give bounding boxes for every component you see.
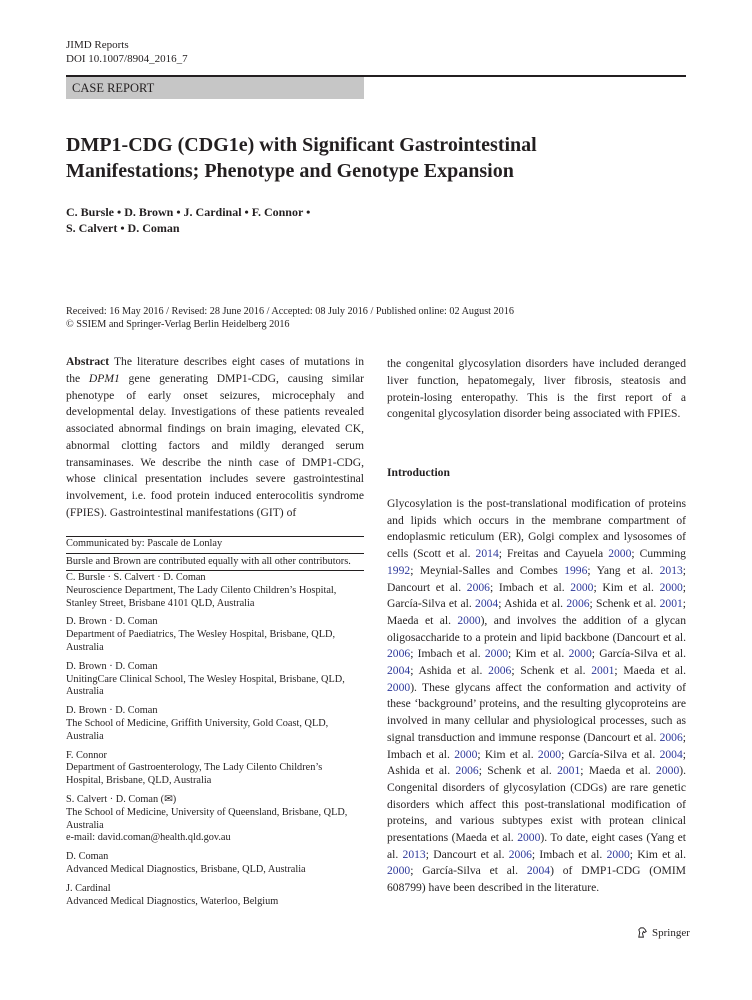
equal-contribution: Bursle and Brown are contributed equally with all other contributors. xyxy=(66,556,351,567)
communicated-by: Communicated by: Pascale de Lonlay xyxy=(66,538,223,549)
journal-name: JIMD Reports xyxy=(66,39,129,51)
affiliation xyxy=(66,794,364,845)
citation-link[interactable]: 2000 xyxy=(517,831,541,845)
affiliation-names: F. Connor xyxy=(66,749,107,761)
affiliation-names: D. Brown · D. Coman xyxy=(66,660,158,672)
publisher-name: Springer xyxy=(652,926,690,939)
affiliation-line: The School of Medicine, Griffith University, Gold Coast, QLD, xyxy=(66,717,329,729)
introduction-heading: Introduction xyxy=(387,466,450,479)
affiliation xyxy=(66,883,364,909)
affiliation-line: Neuroscience Department, The Lady Cilento Children’s Hospital, xyxy=(66,584,337,596)
abstract-label: Abstract xyxy=(66,355,110,368)
affiliation-line: The School of Medicine, University of Queensland, Brisbane, QLD, xyxy=(66,806,348,818)
citation-link[interactable]: 2001 xyxy=(557,764,581,778)
citation-link[interactable]: 1992 xyxy=(387,563,411,577)
citation-link[interactable]: 2006 xyxy=(566,597,590,611)
introduction-body xyxy=(387,496,686,897)
affiliations xyxy=(66,572,364,908)
article-title xyxy=(66,132,666,184)
authors-line-1: C. Bursle • D. Brown • J. Cardinal • F. Connor • xyxy=(66,205,311,219)
citation-link[interactable]: 2000 xyxy=(606,847,630,861)
affiliation-names: D. Brown · D. Coman xyxy=(66,616,158,628)
citation-link[interactable]: 2006 xyxy=(659,730,683,744)
affiliation-names: J. Cardinal xyxy=(66,882,111,894)
citation-link[interactable]: 2000 xyxy=(454,747,478,761)
publisher-logo xyxy=(636,926,690,939)
affiliation-line: Stanley Street, Brisbane 4101 QLD, Australia xyxy=(66,597,255,609)
section-label: CASE REPORT xyxy=(72,81,155,95)
affiliation xyxy=(66,572,364,610)
springer-horse-icon xyxy=(636,926,649,939)
citation-link[interactable]: 2004 xyxy=(526,864,551,878)
citation-link[interactable]: 2000 xyxy=(537,747,562,761)
citation-link[interactable]: 2006 xyxy=(488,664,512,678)
citation-link[interactable]: 2000 xyxy=(387,680,411,694)
citation-link[interactable]: 2006 xyxy=(387,647,411,661)
affiliation-line: Australia xyxy=(66,819,104,831)
authors-line-2: S. Calvert • D. Coman xyxy=(66,221,180,235)
citation-link[interactable]: 2013 xyxy=(402,847,426,861)
affiliation-line: Advanced Medical Diagnostics, Waterloo, Belgium xyxy=(66,895,279,907)
citation-link[interactable]: 1996 xyxy=(564,563,588,577)
abstract-continued xyxy=(387,356,686,423)
doi: DOI 10.1007/8904_2016_7 xyxy=(66,53,188,65)
abstract-text-b: gene generating DMP1-CDG, causing similar phenotype of early onset seizures, microcephaly and developmental delay. Investigations of these patients revealed associated abnormal findings on brain imaging, elevated CK, abnormal clotting factors and mildly deranged serum transaminases. We describe the ninth case of DMP1-CDG, whose clinical presentation includes severe gastrointestinal involvement, i.e. food protein induced enterocolitis syndrome (FPIES). Gastrointestinal manifestations (GIT) of xyxy=(66,371,364,519)
citation-link[interactable]: 2000 xyxy=(568,647,592,661)
citation-link[interactable]: 2000 xyxy=(570,580,594,594)
citation-link[interactable]: 2000 xyxy=(484,647,509,661)
authors xyxy=(66,204,310,236)
affiliation-line: Australia xyxy=(66,641,104,653)
article-history xyxy=(66,305,514,331)
citation-link[interactable]: 2000 xyxy=(656,764,680,778)
affiliation xyxy=(66,705,364,743)
affiliation xyxy=(66,750,364,788)
affiliation-line: Hospital, Brisbane, QLD, Australia xyxy=(66,775,212,787)
affiliation-line: Australia xyxy=(66,686,104,698)
affiliation-names: S. Calvert · D. Coman (✉) xyxy=(66,793,177,805)
journal-header xyxy=(66,38,188,66)
citation-link[interactable]: 2001 xyxy=(591,664,615,678)
affiliation xyxy=(66,661,364,699)
citation-link[interactable]: 2004 xyxy=(659,747,683,761)
footnote-rule xyxy=(66,570,364,571)
affiliation-line: Australia xyxy=(66,730,104,742)
citation-link[interactable]: 2014 xyxy=(475,547,499,561)
dates: Received: 16 May 2016 / Revised: 28 June 2016 / Accepted: 08 July 2016 / Published online: 02 August 2016 xyxy=(66,306,514,317)
affiliation-names: C. Bursle · S. Calvert · D. Coman xyxy=(66,572,206,583)
affiliation xyxy=(66,851,364,877)
affiliation-names: D. Coman xyxy=(66,851,109,863)
footnote-rule xyxy=(66,536,364,537)
affiliation-line: Department of Gastroenterology, The Lady Cilento Children’s xyxy=(66,762,323,774)
citation-link[interactable]: 2004 xyxy=(475,597,499,611)
citation-link[interactable]: 2006 xyxy=(455,764,479,778)
copyright: © SSIEM and Springer-Verlag Berlin Heidelberg 2016 xyxy=(66,319,290,330)
footnote-rule xyxy=(66,553,364,554)
citation-link[interactable]: 2000 xyxy=(659,580,683,594)
citation-link[interactable]: 2013 xyxy=(659,563,683,577)
affiliation-line: Advanced Medical Diagnostics, Brisbane, QLD, Australia xyxy=(66,863,306,875)
title-line-1: DMP1-CDG (CDG1e) with Significant Gastrointestinal xyxy=(66,134,537,156)
title-line-2: Manifestations; Phenotype and Genotype Expansion xyxy=(66,160,514,182)
citation-link[interactable]: 2000 xyxy=(387,864,411,878)
affiliation-line: Department of Paediatrics, The Wesley Hospital, Brisbane, QLD, xyxy=(66,629,336,641)
affiliation-line: UnitingCare Clinical School, The Wesley Hospital, Brisbane, QLD, xyxy=(66,673,345,685)
affiliation-names: D. Brown · D. Coman xyxy=(66,705,158,717)
abstract xyxy=(66,354,364,522)
gene-name: DPM1 xyxy=(88,371,120,385)
citation-link[interactable]: 2000 xyxy=(457,613,481,627)
citation-link[interactable]: 2006 xyxy=(508,847,532,861)
introduction-paragraph: Glycosylation is the post-translational modification of proteins and lipids which occurs in the membrane compartment of endoplasmic reticulum (ER), Golgi complex and lysosomes of cells (Scott et al. 2014; Freitas and Cayuela 2000; Cumming 1992; Meynial-Salles and Combes 1996; Yang et al. 2013; Dancourt et al. 2006; Imbach et al. 2000; Kim et al. 2000; García-Silva et al. 2004; Ashida et al. 2006; Schenk et al. 2001; Maeda et al. 2000), and involves the addition of a glycan oligosaccharide to a protein and lipid backbone (Dancourt et al. 2006; Imbach et al. 2000; Kim et al. 2000; García-Silva et al. 2004; Ashida et al. 2006; Schenk et al. 2001; Maeda et al. 2000). These glycans affect the conformation and activity of these ‘background’ proteins, and the resulting glycoproteins are involved in many cellular and physiological processes, such as signal transduction and immune response (Dancourt et al. 2006; Imbach et al. 2000; Kim et al. 2000; García-Silva et al. 2004; Ashida et al. 2006; Schenk et al. 2001; Maeda et al. 2000). Congenital disorders of glycosylation (CDGs) are rare genetic disorders which affect this post-translational modification of proteins, and various subtypes exist with protean clinical presentations (Maeda et al. 2000). To date, eight cases (Yang et al. 2013; Dancourt et al. 2006; Imbach et al. 2000; Kim et al. 2000; García-Silva et al. 2004) of DMP1-CDG (OMIM 608799) have been described in the literature. xyxy=(387,497,687,895)
citation-link[interactable]: 2001 xyxy=(659,597,683,611)
email-link[interactable]: e-mail: david.coman@health.qld.gov.au xyxy=(66,832,231,844)
abstract-text-a: The literature describes eight cases of mutations in the xyxy=(66,355,364,385)
citation-link[interactable]: 2006 xyxy=(466,580,490,594)
affiliation xyxy=(66,616,364,654)
citation-link[interactable]: 2000 xyxy=(608,547,632,561)
citation-link[interactable]: 2004 xyxy=(387,664,411,678)
abstract-continued-text: the congenital glycosylation disorders have included deranged liver function, hepatomegaly, liver fibrosis, steatosis and protein-losing enteropathy. This is the first report of a congenital glycosylation disorder being associated with FPIES. xyxy=(387,357,686,421)
